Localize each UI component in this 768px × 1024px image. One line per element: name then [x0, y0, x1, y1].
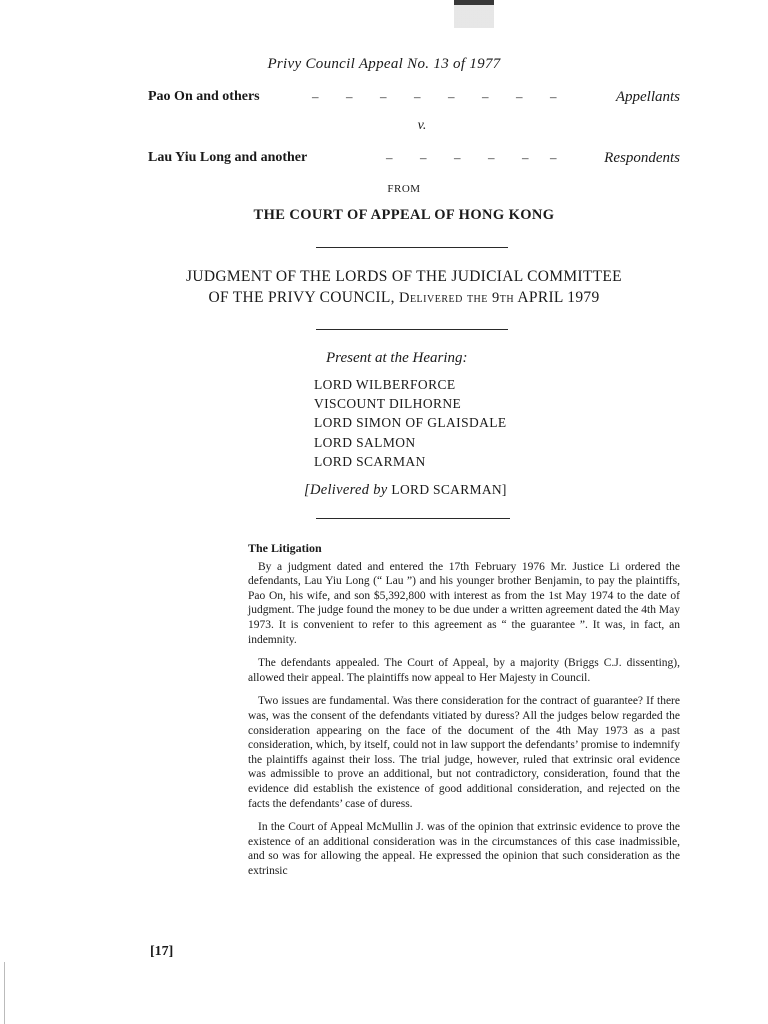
- lord-entry: VISCOUNT DILHORNE: [314, 396, 462, 412]
- paragraph: The defendants appealed. The Court of Appeal, by a majority (Briggs C.J. dissenting), allowed their appeal. The plaintiffs now appeal to Her Majesty in Council.: [248, 657, 680, 684]
- delivered-by: [304, 482, 507, 499]
- crest-mark: [454, 0, 494, 28]
- lord-entry: LORD SIMON OF GLAISDALE: [314, 415, 507, 431]
- paragraph: By a judgment dated and entered the 17th February 1976 Mr. Justice Li ordered the defendants, Lau Yiu Long (“ Lau ”) and his younger brother Benjamin, to pay the plaintiffs, Pao On, his wife, and son $5,392,800 with interest as from the 1st May 1974 to the date of judgment. The judge found the money to be due under a written agreement dated the 4th May 1973. It is convenient to refer to this agreement as “ the guarantee ”. It was, in fact, an indemnity.: [248, 560, 680, 646]
- page-number: [17]: [150, 944, 174, 959]
- paragraph: In the Court of Appeal McMullin J. was of the opinion that extrinsic evidence to prove the existence of an additional consideration was in the circumstances of this case inadmissible, and so was for allowing the appeal. He expressed the opinion that such consideration as the extrinsic: [248, 821, 680, 877]
- judgment-title-line1: JUDGMENT OF THE LORDS OF THE JUDICIAL COMMITTEE: [186, 268, 622, 285]
- lord-entry: LORD SCARMAN: [314, 453, 426, 469]
- lord-entry: LORD SALMON: [314, 434, 416, 450]
- respondent-role: Respondents: [604, 150, 680, 166]
- scan-edge: [4, 962, 5, 1024]
- section-heading: The Litigation: [248, 541, 322, 555]
- court-name: THE COURT OF APPEAL OF HONG KONG: [253, 207, 555, 223]
- judgment-title-line2: [20, 287, 768, 309]
- delivered-prefix: [Delivered by: [304, 482, 388, 498]
- respondent-row: Lau Yiu Long and another – – – – – – Respondents: [148, 150, 680, 166]
- paragraph: Two issues are fundamental. Was there consideration for the contract of guarantee? If there was, was the consent of the defendants vitiated by duress? All the judges below regarded the consideration appearing on the face of the document of the 4th May 1973 as a past consideration, which, by itself, could not in law support the defendants’ promise to indemnify the plaintiffs against their loss. The trial judge, however, ruled that extrinsic oral evidence was admissible to prove an additional, but not contradictory, consideration, found that the evidence did establish the existence of good additional consideration, and rejected on the facts the defendants’ case of duress.: [248, 695, 680, 810]
- judgment-delivered: Delivered the 9th: [398, 290, 515, 306]
- versus: v.: [417, 118, 427, 133]
- respondent-name: Lau Yiu Long and another: [148, 150, 308, 165]
- divider: [316, 247, 508, 248]
- lords-list: [314, 375, 507, 471]
- from-label: FROM: [387, 183, 421, 195]
- delivered-lord: LORD SCARMAN]: [391, 482, 507, 497]
- judgment-title: [20, 266, 768, 309]
- judgment-date: APRIL 1979: [517, 289, 600, 306]
- appellant-row: Pao On and others – – – – – – – – Appellants: [148, 89, 680, 105]
- appellant-name: Pao On and others: [148, 89, 260, 104]
- judgment-body: [248, 541, 680, 887]
- divider: [316, 518, 510, 519]
- divider: [316, 329, 508, 330]
- lord-entry: LORD WILBERFORCE: [314, 377, 456, 392]
- present-at-hearing: Present at the Hearing:: [326, 350, 468, 366]
- appeal-number: Privy Council Appeal No. 13 of 1977: [267, 56, 501, 72]
- judgment-title-main: OF THE PRIVY COUNCIL,: [208, 289, 395, 306]
- appellant-role: Appellants: [615, 89, 680, 105]
